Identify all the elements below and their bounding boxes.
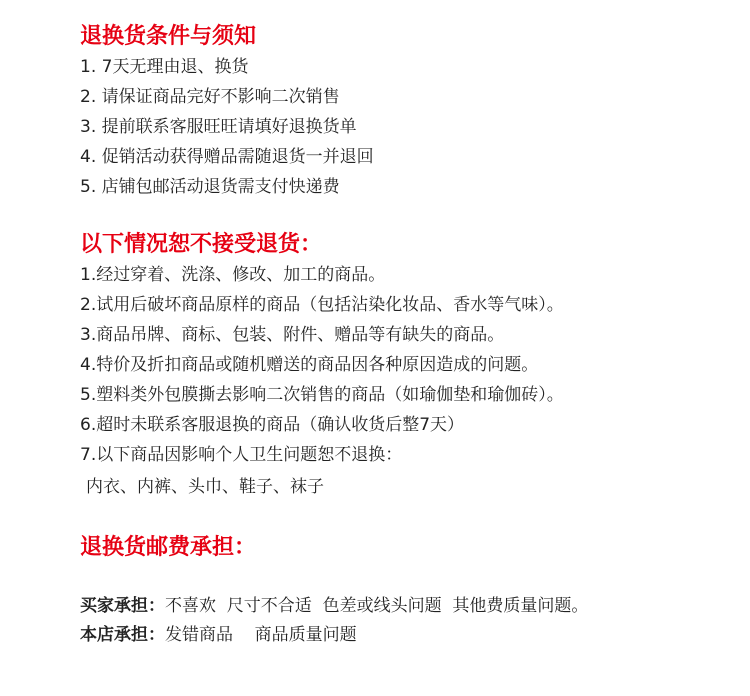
exclusions-item-1: 1.经过穿着、洗涤、修改、加工的商品。 (80, 265, 386, 285)
conditions-item-4: 4. 促销活动获得赠品需随退货一并退回 (80, 147, 374, 167)
exclusions-title: 以下情况恕不接受退货： (80, 232, 323, 257)
exclusions-item-2: 2.试用后破坏商品原样的商品（包括沾染化妆品、香水等气味）。 (80, 295, 564, 315)
shipping-store-value: 发错商品 商品质量问题 (165, 625, 357, 645)
shipping-buyer-value: 不喜欢 尺寸不合适 色差或线头问题 其他费质量问题。 (165, 596, 589, 616)
conditions-item-5: 5. 店铺包邮活动退货需支付快递费 (80, 177, 340, 197)
exclusions-item-7-detail: 内衣、内裤、头巾、鞋子、袜子 (86, 477, 324, 497)
conditions-item-1: 1. 7天无理由退、换货 (80, 57, 249, 77)
exclusions-item-5: 5.塑料类外包膜撕去影响二次销售的商品（如瑜伽垫和瑜伽砖）。 (80, 385, 564, 405)
shipping-store-label: 本店承担： (80, 625, 165, 645)
exclusions-item-4: 4.特价及折扣商品或随机赠送的商品因各种原因造成的问题。 (80, 355, 539, 375)
conditions-item-3: 3. 提前联系客服旺旺请填好退换货单 (80, 117, 357, 137)
shipping-buyer-row (80, 594, 588, 618)
shipping-title: 退换货邮费承担： (80, 535, 257, 560)
exclusions-item-7: 7.以下商品因影响个人卫生问题恕不退换： (80, 445, 403, 465)
exclusions-item-3: 3.商品吊牌、商标、包装、附件、赠品等有缺失的商品。 (80, 325, 505, 345)
conditions-item-2: 2. 请保证商品完好不影响二次销售 (80, 87, 340, 107)
shipping-store-row (80, 623, 357, 647)
exclusions-item-6: 6.超时未联系客服退换的商品（确认收货后整7天） (80, 415, 465, 435)
conditions-title: 退换货条件与须知 (80, 24, 257, 49)
shipping-buyer-label: 买家承担： (80, 596, 165, 616)
